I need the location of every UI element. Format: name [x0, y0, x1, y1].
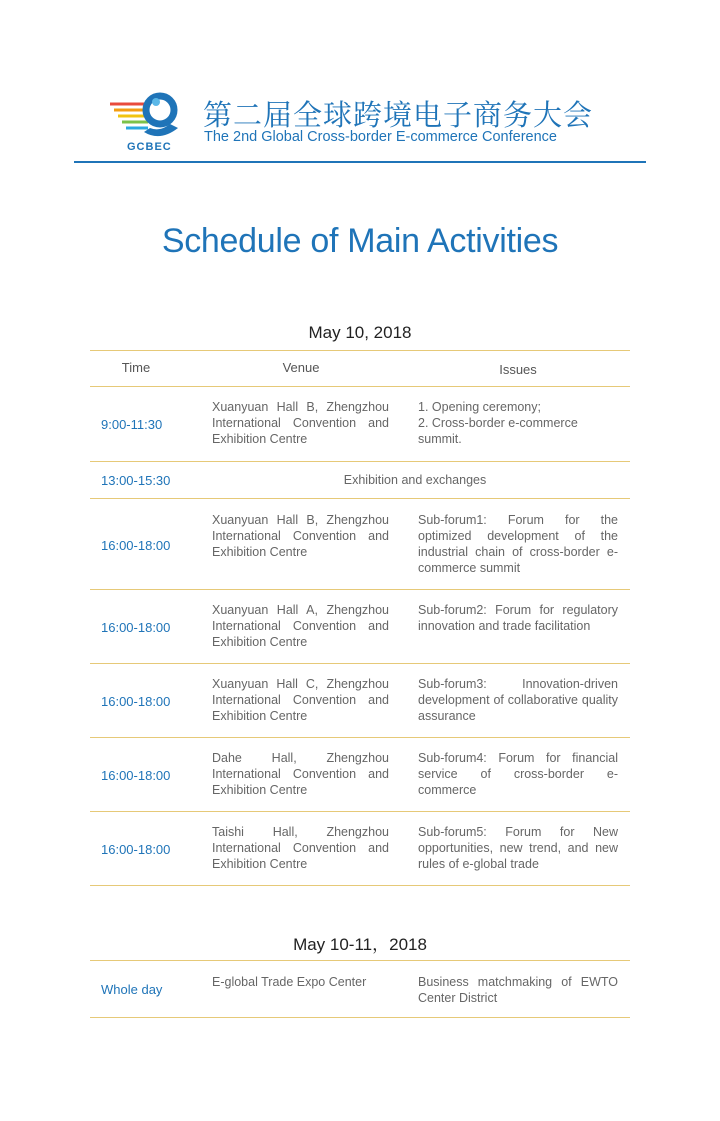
row1-time: 9:00-11:30 [101, 417, 163, 432]
col-header-venue: Venue [282, 360, 320, 375]
table1-row-border [90, 811, 630, 812]
conference-header [0, 0, 720, 165]
day2-row1-venue: E-global Trade Expo Center [212, 975, 367, 989]
row6-issue: Sub-forum4: Forum for financial service of cross-border e-commerce [418, 751, 618, 797]
conference-title-en: The 2nd Global Cross-border E-commerce Conference [204, 129, 557, 145]
col-header-time: Time [121, 360, 151, 375]
row6-time: 16:00-18:00 [101, 768, 171, 783]
table1-row-border [90, 589, 630, 590]
row7-venue: Taishi Hall, Zhengzhou International Convention and Exhibition Centre [212, 825, 389, 871]
row4-time: 16:00-18:00 [101, 620, 171, 635]
row7-time: 16:00-18:00 [101, 842, 171, 857]
day2-date: May 10-11，2018 [293, 935, 427, 954]
col-header-issues: Issues [499, 362, 537, 377]
day2-row1-issue: Business matchmaking of EWTO Center District [418, 975, 618, 1005]
table2-top-border [90, 960, 630, 961]
row2-time: 13:00-15:30 [101, 473, 171, 488]
row7-issue: Sub-forum5: Forum for New opportunities, new trend, and new rules of e-global trade [418, 825, 618, 871]
logo-text: GCBEC [127, 141, 172, 153]
table2-bottom-border [90, 1017, 630, 1018]
table1-row-border [90, 737, 630, 738]
row4-issue: Sub-forum2: Forum for regulatory innovation and trade facilitation [418, 603, 618, 633]
row5-issue: Sub-forum3: Innovation-driven development of collaborative quality assurance [418, 677, 618, 723]
row4-venue: Xuanyuan Hall A, Zhengzhou International Convention and Exhibition Centre [212, 603, 389, 649]
page-title: Schedule of Main Activities [161, 222, 559, 260]
day1-date: May 10, 2018 [308, 323, 412, 342]
conference-title-cn: 第二届全球跨境电子商务大会 [203, 98, 594, 132]
day2-row1-time: Whole day [101, 982, 163, 997]
header-divider [74, 161, 646, 163]
row3-venue: Xuanyuan Hall B, Zhengzhou International Convention and Exhibition Centre [212, 513, 389, 559]
row5-venue: Xuanyuan Hall C, Zhengzhou International Convention and Exhibition Centre [212, 677, 389, 723]
row2-merged-activity: Exhibition and exchanges [343, 473, 487, 487]
row6-venue: Dahe Hall, Zhengzhou International Convention and Exhibition Centre [212, 751, 389, 797]
table1-row-border [90, 663, 630, 664]
table1-row-border [90, 498, 630, 499]
table1-row-border [90, 461, 630, 462]
table1-bottom-border [90, 885, 630, 886]
row1-venue: Xuanyuan Hall B, Zhengzhou International Convention and Exhibition Centre [212, 400, 389, 446]
row1-issue: 1. Opening ceremony; 2. Cross-border e-commerce summit. [418, 400, 578, 446]
table1-top-border [90, 350, 630, 351]
row5-time: 16:00-18:00 [101, 694, 171, 709]
row3-issue: Sub-forum1: Forum for the optimized development of the industrial chain of cross-border e-commerce summit [418, 513, 618, 575]
table1-header-border [90, 386, 630, 387]
row3-time: 16:00-18:00 [101, 538, 171, 553]
